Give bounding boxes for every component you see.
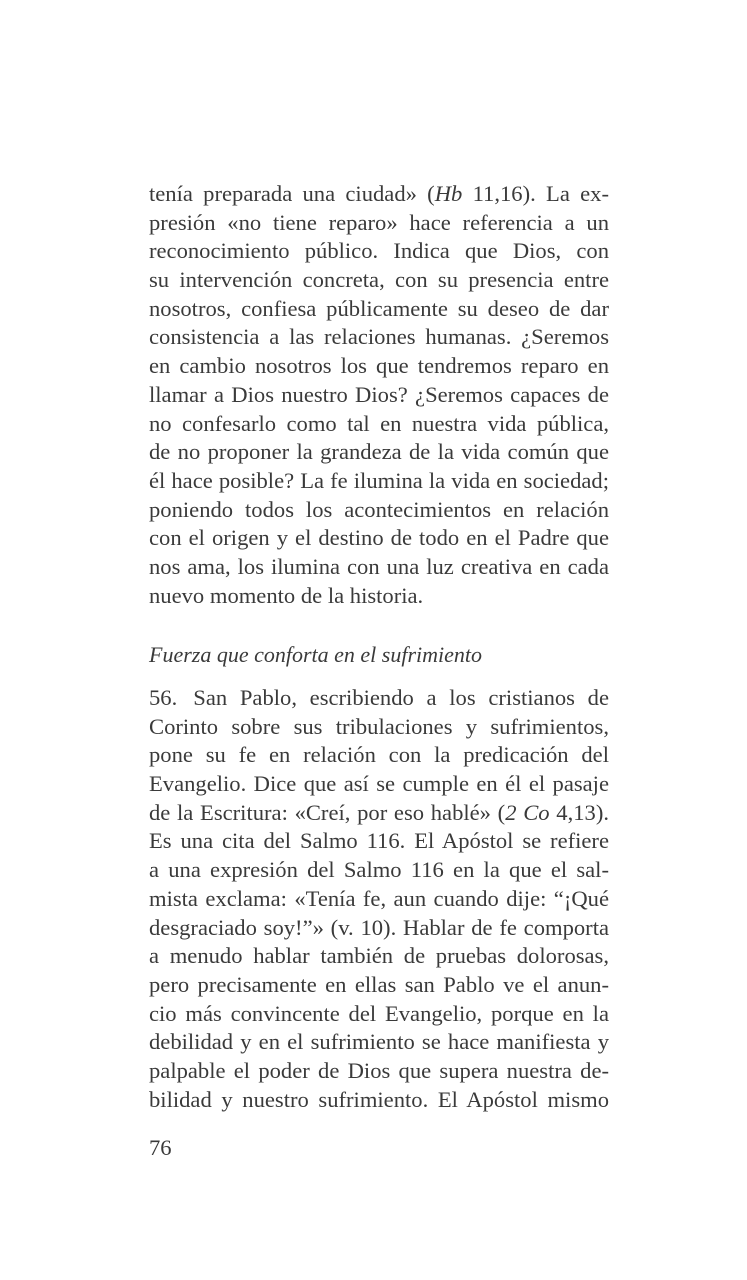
text-line: nuevo momento de la historia.: [149, 582, 424, 608]
text-line: pone su fe en relación con la predicación del: [149, 742, 609, 768]
text-line: reconocimiento público. Indica que Dios, con: [149, 238, 609, 264]
text-line: Evangelio. Dice que así se cumple en él el pasaje: [149, 771, 609, 797]
text-line: él hace posible? La fe ilumina la vida en sociedad;: [149, 467, 609, 493]
text-line: tenía preparada una ciudad» (Hb 11,16). La ex-: [149, 181, 609, 206]
text-line: llamar a Dios nuestro Dios? ¿Seremos capaces de: [149, 381, 609, 407]
text-line: no confesarlo como tal en nuestra vida pública,: [149, 410, 609, 436]
paragraph-number: 56.: [149, 685, 178, 710]
text-line: debilidad y en el sufrimiento se hace manifiesta y: [149, 1029, 609, 1055]
paragraph-continued: [149, 180, 609, 610]
text-line: 56. San Pablo, escribiendo a los cristianos de: [149, 685, 609, 710]
page-number: 76: [149, 1135, 172, 1160]
text-line: bilidad y nuestro sufrimiento. El Apóstol mismo: [149, 1086, 609, 1112]
text-line: a menudo hablar también de pruebas dolorosas,: [149, 943, 609, 969]
text-line: consistencia a las relaciones humanas. ¿Seremos: [149, 324, 609, 350]
text-line: nosotros, confiesa públicamente su deseo de dar: [149, 295, 609, 321]
text-line: de no proponer la grandeza de la vida común que: [149, 439, 609, 465]
book-page: [149, 0, 609, 1280]
text-line: desgraciado soy!”» (v. 10). Hablar de fe comporta: [149, 914, 609, 940]
text-line: mista exclama: «Tenía fe, aun cuando dije: “¡Qué: [149, 885, 609, 911]
text-line: presión «no tiene reparo» hace referencia a un: [149, 209, 609, 235]
text-line: palpable el poder de Dios que supera nuestra de-: [149, 1057, 609, 1083]
text-line: cio más convincente del Evangelio, porque en la: [149, 1000, 609, 1026]
text-line: su intervención concreta, con su presencia entre: [149, 267, 609, 293]
paragraph-56: [149, 684, 609, 1114]
text-line: poniendo todos los acontecimientos en relación: [149, 496, 609, 522]
text-line: pero precisamente en ellas san Pablo ve el anun-: [149, 971, 609, 997]
text-line: Corinto sobre sus tribulaciones y sufrimientos,: [149, 713, 609, 739]
text-line: en cambio nosotros los que tendremos reparo en: [149, 353, 609, 379]
text-line: con el origen y el destino de todo en el Padre que: [149, 525, 609, 551]
section-heading: Fuerza que conforta en el sufrimiento: [149, 642, 483, 667]
text-line: nos ama, los ilumina con una luz creativa en cada: [149, 553, 609, 579]
text-line: de la Escritura: «Creí, por eso hablé» (2 Co 4,13).: [149, 799, 609, 825]
text-line: Es una cita del Salmo 116. El Apóstol se refiere: [149, 828, 609, 854]
text-line: a una expresión del Salmo 116 en la que el sal-: [149, 857, 609, 883]
